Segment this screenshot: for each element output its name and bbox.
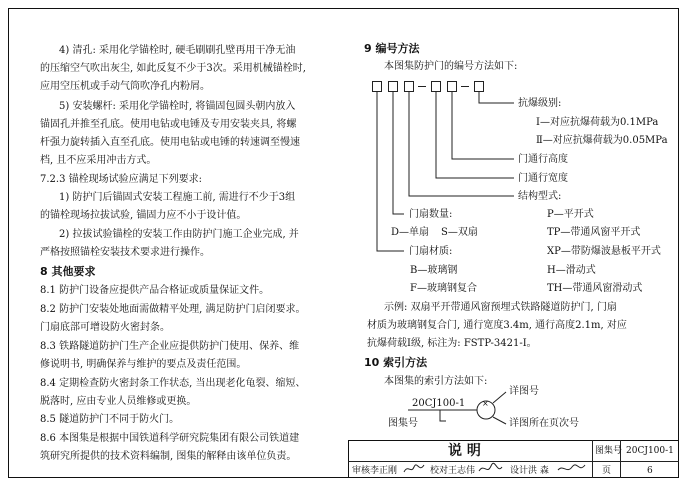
reviewer-signature [403, 462, 427, 476]
checker-name: 王志伟 [448, 466, 476, 476]
structure-h: H—滑动式 [547, 265, 596, 276]
leaf-count-title: 门扇数量: [409, 209, 453, 220]
paragraph-line: 5) 安装螺杆: 采用化学锚栓时, 将锚固包圆头朝内放入 [59, 101, 296, 112]
checker-signature [478, 462, 504, 476]
paragraph-line: 档, 且不应采用冲击方式。 [40, 155, 157, 166]
example-line: 材质为玻璃钢复合门, 通行宽度3.4m, 通行高度2.1m, 对应 [367, 320, 627, 331]
resist-level-2: Ⅱ—对应抗爆荷载为0.05MPa [536, 135, 668, 146]
title-block-rule [592, 440, 593, 478]
atlas-label: 图集号 [595, 446, 623, 456]
material-b: B—玻璃钢 [410, 265, 458, 276]
paragraph-line: 应用空压机或手动气筒吹净孔内粉屑。 [40, 81, 210, 92]
leaf-single: D—单扇 [391, 227, 430, 238]
index-intro: 本图集的索引方法如下: [384, 376, 488, 387]
page-value: 6 [647, 466, 653, 476]
title-block-rule [348, 461, 679, 462]
paragraph-line: 4) 清孔: 采用化学锚栓时, 硬毛刷刷孔壁再用干净无油 [59, 45, 296, 56]
atlas-code: 20CJ100-1 [412, 398, 466, 409]
paragraph-line: 杆强力旋转插入直至孔底。使用电钻或电锤的转速调至慢速 [40, 137, 300, 148]
rule-item: 8.1 防护门设备应提供产品合格证或质量保证文件。 [40, 285, 270, 296]
page-ref-label: 详图所在页次号 [509, 418, 579, 429]
paragraph-line: 1) 防护门后锚固式安装工程施工前, 需进行不少于3组 [59, 192, 296, 203]
paragraph-line: 的压缩空气吹出灰尘, 如此反复不少于3次。采用机械锚栓时, [40, 63, 306, 74]
structure-title: 结构型式: [518, 191, 562, 202]
rule-item: 修说明书, 明确保养与维护的要点及责任范围。 [40, 359, 247, 370]
material-f: F—玻璃钢复合 [410, 283, 477, 294]
width-label: 门通行宽度 [518, 173, 568, 184]
clause-heading: 7.2.3 锚栓现场试验应满足下列要求: [40, 174, 202, 185]
detail-number-label: 详图号 [509, 386, 539, 397]
section-heading-8: 8 其他要求 [40, 265, 96, 278]
reviewer-name: 李正刚 [370, 466, 398, 476]
paragraph-line: 2) 拉拔试验锚栓的安装工作由防护门施工企业完成, 并 [59, 229, 299, 240]
paragraph-line: 锚固孔并推至孔底。使用电钻或电锤及专用安装夹具, 将螺 [40, 119, 297, 130]
material-title: 门扇材质: [409, 246, 453, 257]
numbering-intro: 本图集防护门的编号方法如下: [384, 61, 518, 72]
rule-item: 8.3 铁路隧道防护门生产企业应提供防护门使用、保养、维 [40, 341, 300, 352]
example-line: 示例: 双扇平开带通风窗预埋式铁路隧道防护门, 门扇 [384, 302, 617, 313]
rule-item: 8.6 本图集是根据中国铁道科学研究院集团有限公司铁道建 [40, 433, 300, 444]
structure-th: TH—带通风窗滑动式 [547, 283, 643, 294]
paragraph-line: 的锚栓现场拉拔试验, 锚固力应不小于设计值。 [40, 210, 247, 221]
designer-signature [557, 462, 587, 476]
resist-level-1: Ⅰ—对应抗爆荷载为0.1MPa [536, 117, 659, 128]
review-label: 审核 [352, 466, 371, 476]
resist-title: 抗爆级别: [518, 98, 562, 109]
height-label: 门通行高度 [518, 154, 568, 165]
structure-xp: XP—带防爆波悬板平开式 [547, 246, 661, 257]
designer-name: 洪 森 [528, 466, 549, 476]
index-circle-mark: × [482, 399, 489, 408]
paragraph-line: 严格按照锚栓安装技术要求进行操作。 [40, 247, 210, 258]
atlas-value: 20CJ100-1 [626, 446, 674, 456]
example-line: 抗爆荷载Ⅰ级, 标注为: FSTP-3421-Ⅰ。 [367, 338, 537, 349]
rule-item: 筑研究所提供的技术资料编制, 图集的解释由该单位负责。 [40, 451, 297, 462]
rule-item: 门扇底部可增设防火密封条。 [40, 322, 170, 333]
design-label: 设计 [510, 466, 529, 476]
atlas-number-label: 图集号 [388, 418, 418, 429]
sheet-title: 说 明 [448, 443, 481, 459]
rule-item: 脱落时, 应由专业人员维修或更换。 [40, 396, 197, 407]
structure-tp: TP—带通风窗平开式 [547, 227, 641, 238]
structure-p: P—平开式 [547, 209, 594, 220]
rule-item: 8.2 防护门安装处地面需做精平处理, 满足防护门启闭要求。 [40, 304, 306, 315]
section-heading-9: 9 编号方法 [364, 42, 420, 55]
leaf-double: S—双扇 [441, 227, 478, 238]
check-label: 校对 [430, 466, 449, 476]
rule-item: 8.5 隧道防护门不同于防火门。 [40, 414, 180, 425]
page-label: 页 [602, 466, 612, 476]
rule-item: 8.4 定期检查防火密封条工作状态, 当出现老化龟裂、缩短、 [40, 378, 306, 389]
section-heading-10: 10 索引方法 [364, 356, 428, 369]
